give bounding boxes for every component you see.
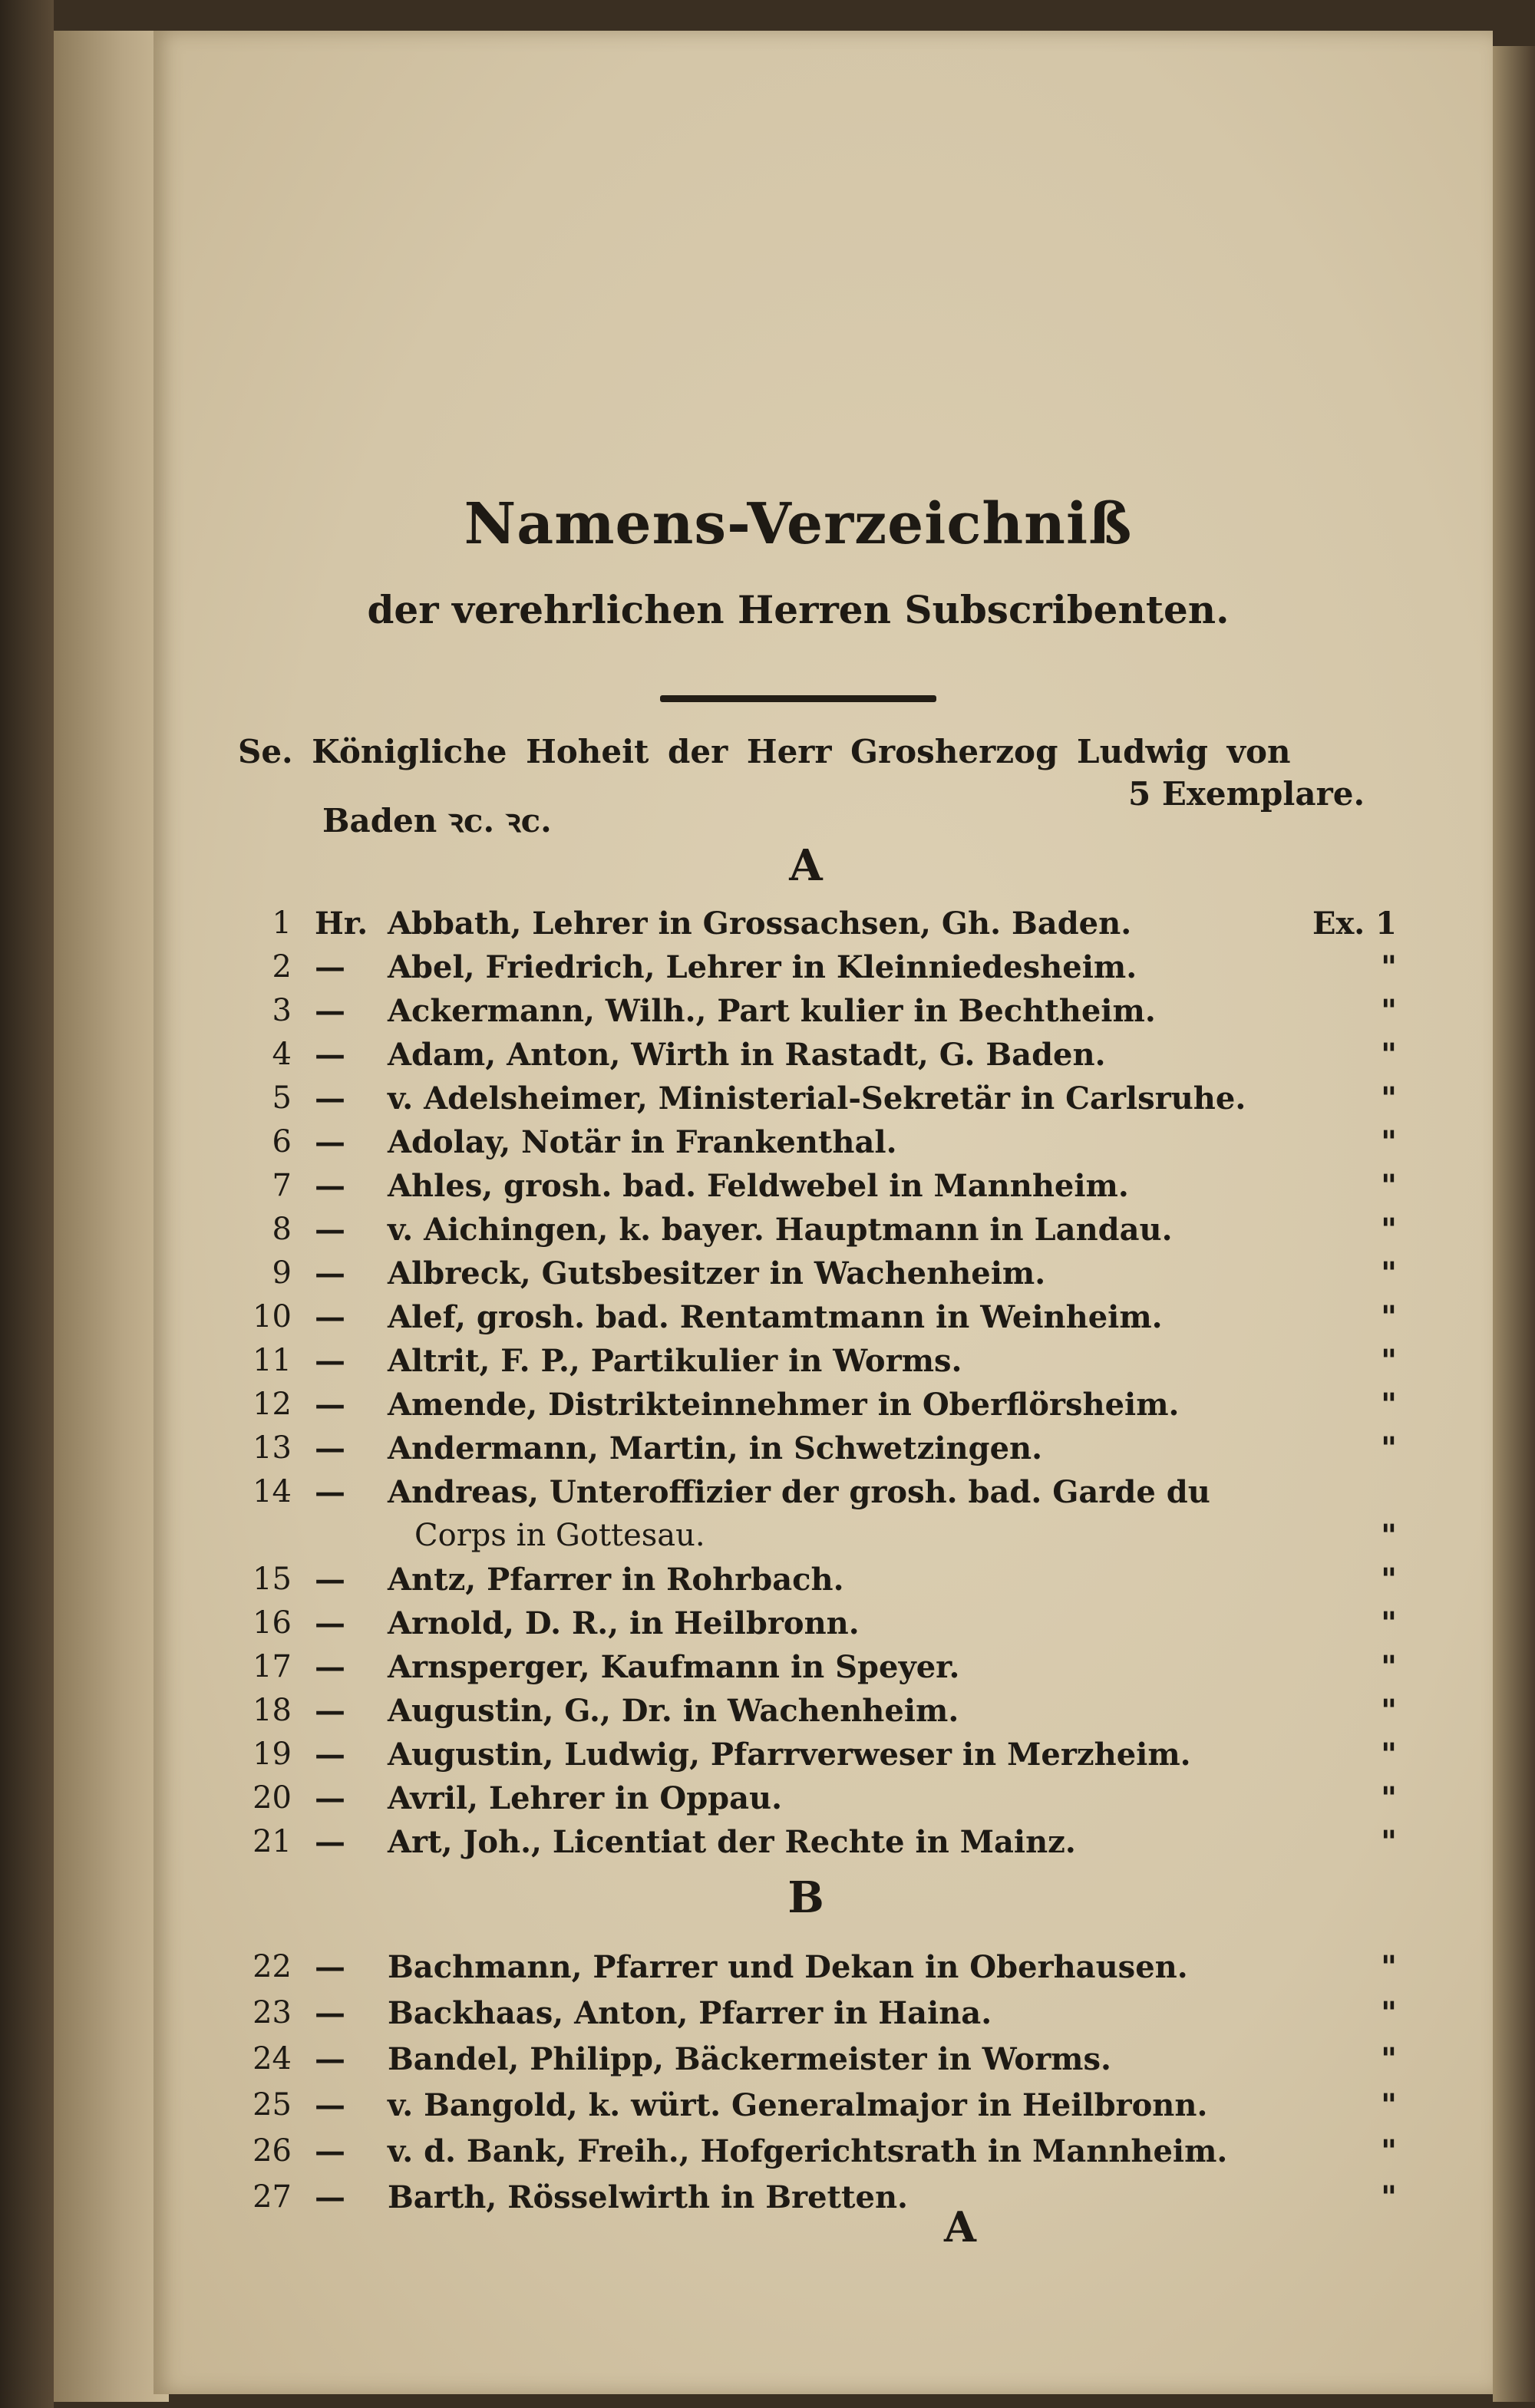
- entry-copies: ": [1381, 2179, 1397, 2215]
- list-item: [230, 1605, 1397, 1649]
- section-letter: B: [787, 1872, 824, 1923]
- entry-name: Avril, Lehrer in Oppau.: [388, 1780, 783, 1816]
- entry-prefix: —: [315, 1080, 345, 1117]
- entry-number: 6: [272, 1124, 292, 1159]
- entry-number: 21: [253, 1824, 292, 1859]
- entry-number: 19: [253, 1737, 292, 1772]
- entry-number: 22: [253, 1949, 292, 1984]
- entry-copies: ": [1381, 1780, 1397, 1816]
- list-item: [230, 1299, 1397, 1343]
- entry-number: 24: [253, 2041, 292, 2076]
- entry-name: Arnold, D. R., in Heilbronn.: [388, 1605, 860, 1641]
- entry-copies: ": [1381, 1343, 1397, 1379]
- entry-name: Antz, Pfarrer in Rohrbach.: [388, 1562, 844, 1598]
- entry-number: 20: [253, 1780, 292, 1816]
- entry-prefix: —: [315, 1649, 345, 1685]
- entry-copies: ": [1381, 1737, 1397, 1773]
- entry-copies: ": [1381, 1605, 1397, 1641]
- entry-name: Abbath, Lehrer in Grossachsen, Gh. Baden.: [388, 905, 1132, 942]
- entry-prefix: —: [315, 1995, 345, 2031]
- entry-prefix: —: [315, 1824, 345, 1860]
- title-rule: [660, 695, 936, 702]
- entry-prefix: —: [315, 1037, 345, 1073]
- entry-name: Bandel, Philipp, Bäckermeister in Worms.: [388, 2041, 1111, 2077]
- entry-name: Amende, Distrikteinnehmer in Oberflörsheim.: [388, 1387, 1180, 1423]
- entry-prefix: Hr.: [315, 905, 368, 942]
- entry-name: Adam, Anton, Wirth in Rastadt, G. Baden.: [388, 1037, 1106, 1073]
- entry-copies: ": [1381, 2041, 1397, 2077]
- page-title: Namens-Verzeichniß: [464, 491, 1133, 557]
- list-item: [230, 1430, 1397, 1474]
- list-item: [230, 1474, 1397, 1554]
- entry-prefix: —: [315, 2041, 345, 2077]
- entry-number: 8: [272, 1212, 292, 1247]
- entry-prefix: —: [315, 1430, 345, 1466]
- list-item: [230, 1562, 1397, 1605]
- list-item: [230, 1212, 1397, 1255]
- entry-number: 2: [272, 949, 292, 985]
- page-subtitle: der verehrlichen Herren Subscribenten.: [367, 587, 1230, 632]
- entry-number: 5: [272, 1080, 292, 1116]
- entry-name: Bachmann, Pfarrer und Dekan in Oberhausen.: [388, 1949, 1188, 1985]
- list-item: [230, 1343, 1397, 1387]
- entry-number: 1: [272, 905, 292, 941]
- entry-copies: ": [1381, 1693, 1397, 1729]
- list-item: [230, 1037, 1397, 1080]
- list-item: [230, 1387, 1397, 1430]
- dedication-line-2: Baden ꝛc. ꝛc.: [322, 802, 552, 840]
- list-item: [230, 1124, 1397, 1168]
- list-item: [230, 1080, 1397, 1124]
- entry-copies: ": [1381, 1518, 1397, 1554]
- entry-copies: ": [1381, 1168, 1397, 1204]
- list-item: [230, 1693, 1397, 1737]
- entry-name: Abel, Friedrich, Lehrer in Kleinniedesheim.: [388, 949, 1137, 985]
- entry-prefix: —: [315, 993, 345, 1029]
- entry-copies: ": [1381, 993, 1397, 1029]
- entry-copies: ": [1381, 1255, 1397, 1291]
- entry-copies: ": [1381, 2133, 1397, 2169]
- entry-copies: Ex. 1: [1312, 905, 1397, 942]
- entry-number: 7: [272, 1168, 292, 1203]
- entry-prefix: —: [315, 949, 345, 985]
- catchword: A: [944, 2202, 976, 2251]
- entry-copies: ": [1381, 1430, 1397, 1466]
- list-item: [230, 1649, 1397, 1693]
- entry-number: 23: [253, 1995, 292, 2030]
- entry-copies: ": [1381, 949, 1397, 985]
- entry-prefix: —: [315, 2133, 345, 2169]
- entry-number: 9: [272, 1255, 292, 1291]
- entry-name: Alef, grosh. bad. Rentamtmann in Weinheim.: [388, 1299, 1163, 1335]
- entry-prefix: —: [315, 1562, 345, 1598]
- entry-name: Art, Joh., Licentiat der Rechte in Mainz.: [388, 1824, 1076, 1860]
- entry-prefix: —: [315, 1299, 345, 1335]
- list-item: [230, 2133, 1397, 2177]
- entry-number: 15: [253, 1562, 292, 1597]
- entry-prefix: —: [315, 1387, 345, 1423]
- entry-name: Backhaas, Anton, Pfarrer in Haina.: [388, 1995, 992, 2031]
- entry-number: 3: [272, 993, 292, 1028]
- entry-number: 16: [253, 1605, 292, 1641]
- entry-name: Barth, Rösselwirth in Bretten.: [388, 2179, 908, 2215]
- entry-number: 27: [253, 2179, 292, 2215]
- entry-prefix: —: [315, 2087, 345, 2123]
- entry-number: 17: [253, 1649, 292, 1684]
- list-item: [230, 1824, 1397, 1868]
- entry-copies: ": [1381, 1387, 1397, 1423]
- entry-name: Arnsperger, Kaufmann in Speyer.: [388, 1649, 960, 1685]
- list-item: [230, 1949, 1397, 1993]
- entry-number: 14: [253, 1474, 292, 1509]
- entry-number: 4: [272, 1037, 292, 1072]
- entry-copies: ": [1381, 1080, 1397, 1117]
- entry-name: Ahles, grosh. bad. Feldwebel in Mannheim.: [388, 1168, 1129, 1204]
- entry-copies: ": [1381, 1212, 1397, 1248]
- right-page-edge: [1493, 46, 1535, 2402]
- entry-name: Augustin, G., Dr. in Wachenheim.: [388, 1693, 959, 1729]
- entry-name: v. d. Bank, Freih., Hofgerichtsrath in Mannheim.: [388, 2133, 1228, 2169]
- entry-copies: ": [1381, 1124, 1397, 1160]
- entry-name: Andreas, Unteroffizier der grosh. bad. Garde du: [388, 1474, 1210, 1510]
- list-item: [230, 1780, 1397, 1824]
- left-page-edge: [54, 31, 169, 2402]
- dedication-line-1: Se. Königliche Hoheit der Herr Grosherzog Ludwig von: [238, 733, 1291, 770]
- list-item: [230, 2179, 1397, 2223]
- entry-prefix: —: [315, 1474, 345, 1510]
- entry-prefix: —: [315, 1124, 345, 1160]
- entry-copies: ": [1381, 1649, 1397, 1685]
- book-spine: [0, 0, 54, 2408]
- entry-name: Adolay, Notär in Frankenthal.: [388, 1124, 897, 1160]
- entry-copies: ": [1381, 1824, 1397, 1860]
- entry-prefix: —: [315, 2179, 345, 2215]
- list-item: [230, 2041, 1397, 2085]
- section-letter: A: [789, 840, 823, 891]
- entry-name: v. Aichingen, k. bayer. Hauptmann in Landau.: [388, 1212, 1173, 1248]
- entry-prefix: —: [315, 1343, 345, 1379]
- entry-prefix: —: [315, 1212, 345, 1248]
- entry-number: 25: [253, 2087, 292, 2123]
- entry-name: Albreck, Gutsbesitzer in Wachenheim.: [388, 1255, 1046, 1291]
- entry-name: v. Adelsheimer, Ministerial-Sekretär in Carlsruhe.: [388, 1080, 1246, 1117]
- entry-prefix: —: [315, 1693, 345, 1729]
- entry-prefix: —: [315, 1605, 345, 1641]
- entry-name: Augustin, Ludwig, Pfarrverweser in Merzheim.: [388, 1737, 1191, 1773]
- entry-number: 10: [253, 1299, 292, 1334]
- entry-copies: ": [1381, 1037, 1397, 1073]
- entry-name: Altrit, F. P., Partikulier in Worms.: [388, 1343, 962, 1379]
- entry-prefix: —: [315, 1255, 345, 1291]
- entry-name: Ackermann, Wilh., Part kulier in Bechtheim.: [388, 993, 1156, 1029]
- entry-prefix: —: [315, 1780, 345, 1816]
- entry-name-continuation: Corps in Gottesau.: [414, 1518, 705, 1553]
- list-item: [230, 905, 1397, 949]
- list-item: [230, 949, 1397, 993]
- list-item: [230, 993, 1397, 1037]
- entry-copies: ": [1381, 1562, 1397, 1598]
- entry-name: Andermann, Martin, in Schwetzingen.: [388, 1430, 1043, 1466]
- entry-number: 12: [253, 1387, 292, 1422]
- list-item: [230, 2087, 1397, 2131]
- entry-number: 26: [253, 2133, 292, 2169]
- entry-number: 13: [253, 1430, 292, 1466]
- dedication-copies: 5 Exemplare.: [1128, 775, 1365, 813]
- list-item: [230, 1168, 1397, 1212]
- entry-prefix: —: [315, 1949, 345, 1985]
- entry-prefix: —: [315, 1168, 345, 1204]
- entry-number: 11: [253, 1343, 292, 1378]
- entry-copies: ": [1381, 1299, 1397, 1335]
- entry-prefix: —: [315, 1737, 345, 1773]
- list-item: [230, 1995, 1397, 2039]
- list-item: [230, 1255, 1397, 1299]
- entry-number: 18: [253, 1693, 292, 1728]
- entry-copies: ": [1381, 1995, 1397, 2031]
- entry-copies: ": [1381, 2087, 1397, 2123]
- entry-copies: ": [1381, 1949, 1397, 1985]
- entry-name: v. Bangold, k. würt. Generalmajor in Heilbronn.: [388, 2087, 1208, 2123]
- list-item: [230, 1737, 1397, 1780]
